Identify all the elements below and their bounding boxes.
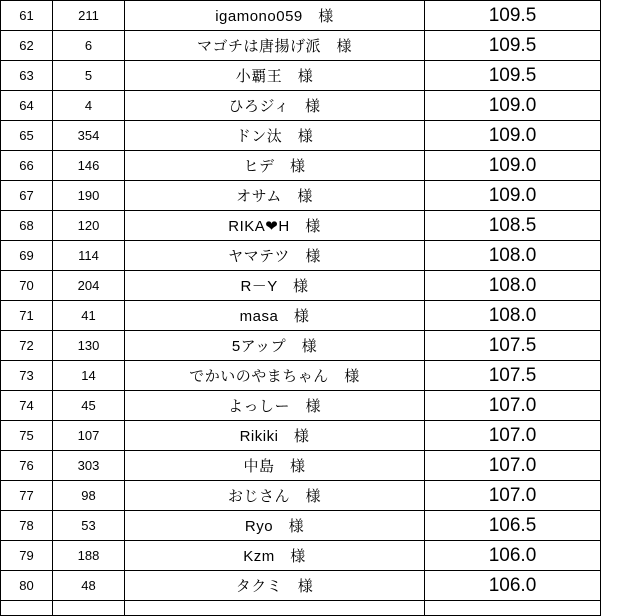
- cell-rank: 76: [1, 451, 53, 481]
- cell-score: 109.0: [425, 151, 601, 181]
- cell-name: オサム 様: [125, 181, 425, 211]
- cell-name: ヤマテツ 様: [125, 241, 425, 271]
- cell-number: 4: [53, 91, 125, 121]
- cell-rank: 74: [1, 391, 53, 421]
- cell-name: Ryo 様: [125, 511, 425, 541]
- cell-score: 107.5: [425, 331, 601, 361]
- cell-score: 107.0: [425, 481, 601, 511]
- cell-score: 106.0: [425, 541, 601, 571]
- cell-score: 106.0: [425, 571, 601, 601]
- table-row: [1, 541, 601, 571]
- cell-name: masa 様: [125, 301, 425, 331]
- cell-name: ひろジィ 様: [125, 91, 425, 121]
- cell-number: 188: [53, 541, 125, 571]
- cell-rank: 70: [1, 271, 53, 301]
- cell-rank: 71: [1, 301, 53, 331]
- cell-rank: 66: [1, 151, 53, 181]
- cell-rank: 62: [1, 31, 53, 61]
- cell-score: 108.5: [425, 211, 601, 241]
- cell-name: 5アップ 様: [125, 331, 425, 361]
- table-row: [1, 421, 601, 451]
- cell-rank: 69: [1, 241, 53, 271]
- table-row: [1, 331, 601, 361]
- cell-name: Rikiki 様: [125, 421, 425, 451]
- cell-score: 109.0: [425, 121, 601, 151]
- cell-name: R－Y 様: [125, 271, 425, 301]
- cell-rank: 75: [1, 421, 53, 451]
- cell-number: 120: [53, 211, 125, 241]
- cell-score: 109.5: [425, 31, 601, 61]
- cell-name: 小覇王 様: [125, 61, 425, 91]
- cell-name: 中島 様: [125, 451, 425, 481]
- table-row: [1, 271, 601, 301]
- cell-number: 146: [53, 151, 125, 181]
- cell-number: 130: [53, 331, 125, 361]
- table-row: [1, 31, 601, 61]
- cell-name: RIKA❤H 様: [125, 211, 425, 241]
- cell-score: 108.0: [425, 271, 601, 301]
- table-row: [1, 151, 601, 181]
- table-row: [1, 61, 601, 91]
- table-row: [1, 361, 601, 391]
- ranking-table-body: [1, 1, 601, 616]
- cell-rank: 77: [1, 481, 53, 511]
- cell-score: 107.0: [425, 451, 601, 481]
- table-row: [1, 211, 601, 241]
- table-row: [1, 1, 601, 31]
- cell-number: 114: [53, 241, 125, 271]
- cell-number: 5: [53, 61, 125, 91]
- cell-number: 211: [53, 1, 125, 31]
- cell-score: 107.0: [425, 421, 601, 451]
- cell-number: 190: [53, 181, 125, 211]
- cell-name: Kzm 様: [125, 541, 425, 571]
- cell-rank: 80: [1, 571, 53, 601]
- cell-rank: 68: [1, 211, 53, 241]
- table-row: [1, 241, 601, 271]
- cell-number: 107: [53, 421, 125, 451]
- cell-name: ヒデ 様: [125, 151, 425, 181]
- cell-rank: 79: [1, 541, 53, 571]
- cell-name: マゴチは唐揚げ派 様: [125, 31, 425, 61]
- cell-number: 53: [53, 511, 125, 541]
- cell-score: 109.0: [425, 91, 601, 121]
- table-row: [1, 601, 601, 616]
- cell-score: 109.0: [425, 181, 601, 211]
- cell-score: 108.0: [425, 301, 601, 331]
- cell-rank: 65: [1, 121, 53, 151]
- cell-score: 106.5: [425, 511, 601, 541]
- cell-name: igamono059 様: [125, 1, 425, 31]
- cell-number: 45: [53, 391, 125, 421]
- cell-score: 109.5: [425, 61, 601, 91]
- cell-name: ドン汰 様: [125, 121, 425, 151]
- cell-number: 6: [53, 31, 125, 61]
- cell-name: おじさん 様: [125, 481, 425, 511]
- cell-name: よっしー 様: [125, 391, 425, 421]
- cell-number: 354: [53, 121, 125, 151]
- cell-rank: 78: [1, 511, 53, 541]
- cell-rank: 73: [1, 361, 53, 391]
- cell-rank: 61: [1, 1, 53, 31]
- cell-score: 108.0: [425, 241, 601, 271]
- table-row: [1, 481, 601, 511]
- cell-name: でかいのやまちゃん 様: [125, 361, 425, 391]
- cell-number: 98: [53, 481, 125, 511]
- cell-score: [425, 601, 601, 616]
- cell-number: 48: [53, 571, 125, 601]
- table-row: [1, 181, 601, 211]
- table-row: [1, 391, 601, 421]
- cell-rank: 72: [1, 331, 53, 361]
- cell-name: タクミ 様: [125, 571, 425, 601]
- table-row: [1, 91, 601, 121]
- cell-number: [53, 601, 125, 616]
- cell-rank: 64: [1, 91, 53, 121]
- cell-name: [125, 601, 425, 616]
- cell-rank: 63: [1, 61, 53, 91]
- cell-number: 204: [53, 271, 125, 301]
- table-row: [1, 451, 601, 481]
- cell-score: 107.0: [425, 391, 601, 421]
- cell-rank: [1, 601, 53, 616]
- table-row: [1, 511, 601, 541]
- table-row: [1, 571, 601, 601]
- cell-number: 41: [53, 301, 125, 331]
- table-row: [1, 121, 601, 151]
- table-row: [1, 301, 601, 331]
- cell-score: 107.5: [425, 361, 601, 391]
- cell-score: 109.5: [425, 1, 601, 31]
- cell-number: 14: [53, 361, 125, 391]
- cell-number: 303: [53, 451, 125, 481]
- cell-rank: 67: [1, 181, 53, 211]
